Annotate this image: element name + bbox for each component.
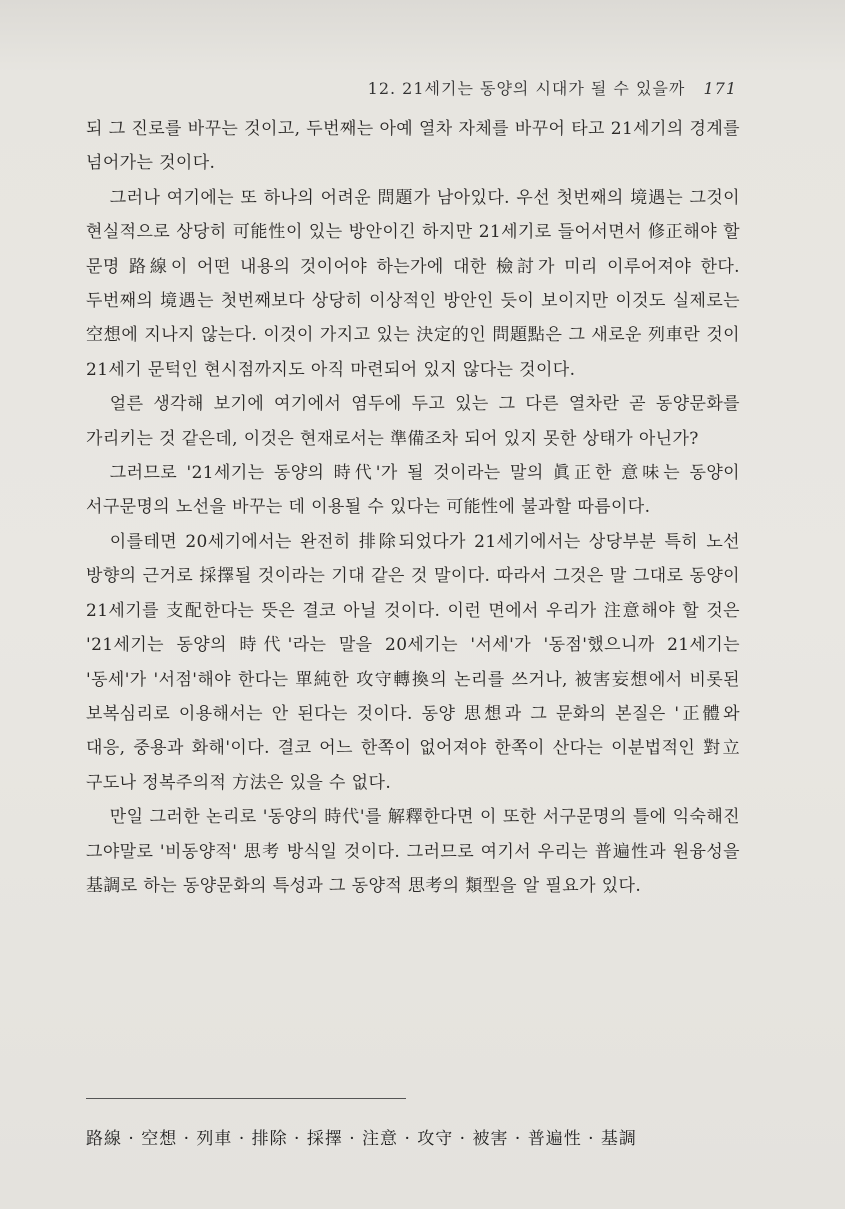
page-number: 171 <box>703 79 737 98</box>
running-header <box>368 76 737 99</box>
vocabulary-list: 路線 · 空想 · 列車 · 排除 · 採擇 · 注意 · 攻守 · 被害 · 普遍性 · 基調 <box>86 1129 637 1149</box>
paragraph: 만일 그러한 논리로 '동양의 時代'를 解釋한다면 이 또한 서구문명의 틀에 익숙해진 그야말로 '비동양적' 思考 방식일 것이다. 그러므로 여기서 우리는 普遍性과 원융성을 基調로 하는 동양문화의 특성과 그 동양적 思考의 類型을 알 필요가 있다. <box>86 807 740 896</box>
paragraph-continued: 되 그 진로를 바꾸는 것이고, 두번째는 아예 열차 자체를 바꾸어 타고 21세기의 경계를 넘어가는 것이다. <box>86 119 740 174</box>
paragraph: 이를테면 20세기에서는 완전히 排除되었다가 21세기에서는 상당부분 특히 노선 방향의 근거로 採擇될 것이라는 기대 같은 것 말이다. 따라서 그것은 말 그대로 동양이 21세기를 支配한다는 뜻은 결코 아닐 것이다. 이런 면에서 우리가 注意해야 할 것은 '21세기는 동양의 時代'라는 말을 20세기는 '서세'가 '동점'했으니까 21세기는 '동세'가 '서점'해야 한다는 單純한 攻守轉換의 논리를 쓰거나, 被害妄想에서 비롯된 보복심리로 이용해서는 안 된다는 것이다. 동양 思想과 그 문화의 본질은 '正體와 대응, 중용과 화해'이다. 결코 어느 한쪽이 없어져야 한쪽이 산다는 이분법적인 對立 구도나 정복주의적 方法은 있을 수 없다. <box>86 531 740 793</box>
running-header-title: 12. 21세기는 동양의 시대가 될 수 있을까 <box>367 79 686 98</box>
paragraph: 그러므로 '21세기는 동양의 時代'가 될 것이라는 말의 眞正한 意味는 동양이 서구문명의 노선을 바꾸는 데 이용될 수 있다는 可能性에 불과할 따름이다. <box>86 463 740 518</box>
paragraph: 얼른 생각해 보기에 여기에서 염두에 두고 있는 그 다른 열차란 곧 동양문화를 가리키는 것 같은데, 이것은 현재로서는 準備조차 되어 있지 못한 상태가 아닌가? <box>86 394 740 449</box>
body-text <box>86 112 740 903</box>
footnote-divider <box>86 1098 406 1099</box>
paragraph: 그러나 여기에는 또 하나의 어려운 問題가 남아있다. 우선 첫번째의 境遇는 그것이 현실적으로 상당히 可能性이 있는 방안이긴 하지만 21세기로 들어서면서 修正해야 할 문명 路線이 어떤 내용의 것이어야 하는가에 대한 檢討가 미리 이루어져야 한다. 두번째의 境遇는 첫번째보다 상당히 이상적인 방안인 듯이 보이지만 이것도 실제로는 空想에 지나지 않는다. 이것이 가지고 있는 決定的인 問題點은 그 새로운 列車란 것이 21세기 문턱인 현시점까지도 아직 마련되어 있지 않다는 것이다. <box>86 187 740 380</box>
